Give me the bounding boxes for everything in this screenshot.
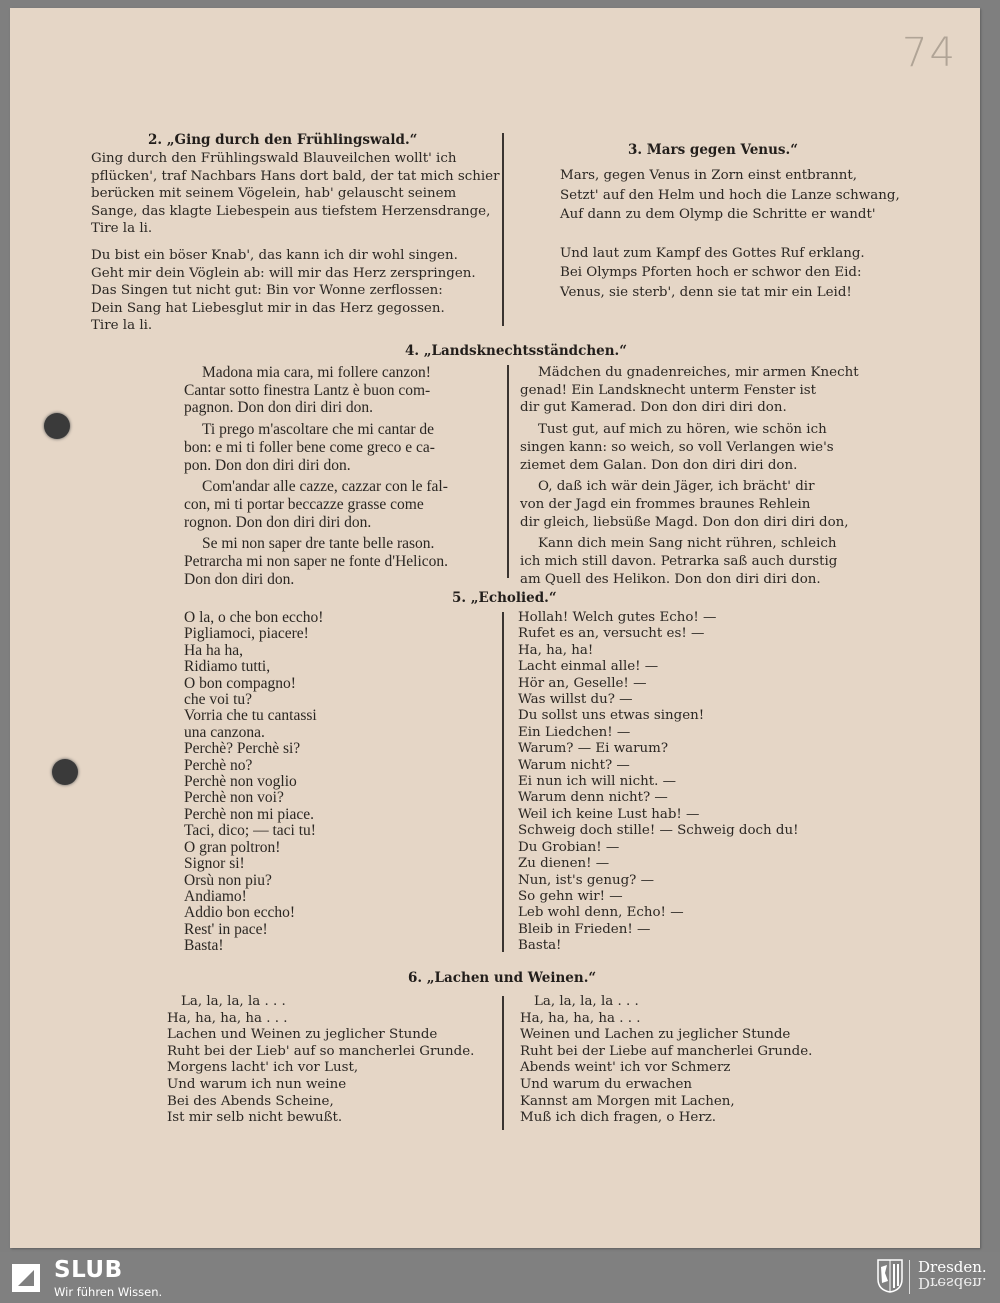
song6-left-line: La, la, la, la . . . (181, 994, 286, 1009)
song4-german-line: O, daß ich wär dein Jäger, ich brächt' dir (538, 479, 815, 495)
song2-title: 2. „Ging durch den Frühlingswald.“ (148, 132, 418, 148)
song5-italian-line: Addio bon eccho! (184, 904, 296, 922)
column-divider (502, 133, 504, 326)
song4-italian-line: bon: e mi ti foller bene come greco e ca- (184, 438, 435, 456)
song5-german-line: Rufet es an, versucht es! — (518, 626, 705, 642)
song5-german-line: Du Grobian! — (518, 839, 620, 855)
song3-stanza (560, 166, 920, 225)
song2-line: Ging durch den Frühlingswald Blauveilchen wollt' ich (91, 151, 457, 166)
song4-german-line: Tust gut, auf mich zu hören, wie schön ich (538, 422, 827, 438)
song4-italian-line: con, mi ti portar beccazze grasse come (184, 495, 424, 513)
song4-italian-stanza (184, 478, 481, 531)
song4-german-stanza (520, 364, 859, 417)
song4-italian-stanza (184, 364, 481, 417)
song3-title: 3. Mars gegen Venus.“ (628, 142, 798, 158)
song6-left-line: Ha, ha, ha, ha . . . (167, 1010, 288, 1026)
column-divider (502, 612, 504, 952)
column-divider (502, 996, 504, 1130)
song4-italian-line: pagnon. Don don diri diri don. (184, 399, 373, 417)
song5-german-line: Basta! (518, 938, 562, 954)
song3-text (560, 166, 920, 302)
song4-italian-line: Se mi non saper dre tante belle rason. (202, 535, 435, 553)
song6-right-line: Ha, ha, ha, ha . . . (520, 1010, 641, 1026)
page-number-mark: 74 (902, 30, 957, 76)
song5-italian-line: Signor si! (184, 855, 245, 873)
song4-title: 4. „Landsknechtsständchen.“ (405, 343, 628, 359)
song5-italian-line: Pigliamoci, piacere! (184, 625, 309, 643)
punch-hole (52, 759, 78, 785)
song5-german-line: Weil ich keine Lust hab! — (518, 806, 700, 822)
song5-german-line: Lacht einmal alle! — (518, 659, 659, 675)
song5-italian-line: Ridiamo tutti, (184, 658, 271, 676)
song5-italian-line: Perchè non mi piace. (184, 805, 314, 823)
song6-right-line: Ruht bei der Liebe auf mancherlei Grunde. (520, 1043, 813, 1059)
song4-german-line: von der Jagd ein frommes braunes Rehlein (520, 496, 811, 512)
document-page (10, 8, 980, 1248)
song5-italian-line: Vorria che tu cantassi (184, 707, 317, 725)
song2-stanza (91, 150, 500, 238)
song2-line: pflücken', traf Nachbars Hans dort bald, der tat mich schier (91, 168, 500, 184)
song5-german-line: Warum nicht? — (518, 757, 630, 773)
song5-german-line: Ei nun ich will nicht. — (518, 774, 676, 790)
song6-right-line: Weinen und Lachen zu jeglicher Stunde (520, 1027, 791, 1043)
song5-italian-line: O la, o che bon eccho! (184, 609, 324, 626)
song2-text (91, 150, 500, 335)
song5-german-line: So gehn wir! — (518, 888, 623, 904)
song5-german-line: Nun, ist's genug? — (518, 872, 654, 888)
song2-line: Geht mir dein Vöglein ab: will mir das Herz zerspringen. (91, 265, 476, 281)
song5-italian-line: Perchè non voglio (184, 773, 297, 791)
song4-german-line: singen kann: so weich, so voll Verlangen wie's (520, 439, 834, 455)
song5-italian-line: Perchè? Perchè si? (184, 740, 301, 758)
song2-stanza (91, 247, 483, 335)
song5-german-line: Ha, ha, ha! (518, 642, 594, 658)
song3-line: Auf dann zu dem Olymp die Schritte er wandt' (560, 207, 876, 222)
song5-italian-line: Andiamo! (184, 887, 247, 905)
footer-separator (909, 1260, 910, 1294)
song4-german-line: genad! Ein Landsknecht unterm Fenster ist (520, 382, 817, 398)
song5-german-line: Hollah! Welch gutes Echo! — (518, 610, 717, 625)
song2-line: Dein Sang hat Liebesglut mir in das Herz gegossen. (91, 300, 445, 316)
song4-german-line: dir gleich, liebsüße Magd. Don don diri diri don, (520, 514, 849, 530)
song5-german-line: Leb wohl denn, Echo! — (518, 905, 684, 921)
song5-italian-line: O gran poltron! (184, 838, 281, 856)
song5-italian (184, 610, 484, 955)
song3-line: Bei Olymps Pforten hoch er schwor den Eid: (560, 265, 862, 280)
song3-stanza (560, 244, 920, 303)
song5-italian-line: Rest' in pace! (184, 920, 268, 938)
song6-left-line: Ruht bei der Lieb' auf so mancherlei Grunde. (167, 1043, 475, 1059)
song4-german-line: ich mich still davon. Petrarka saß auch durstig (520, 554, 838, 570)
brand-tagline: Wir führen Wissen. (54, 1285, 163, 1299)
punch-hole (44, 413, 70, 439)
song4-german-line: Kann dich mein Sang nicht rühren, schleich (538, 536, 837, 552)
song4-german-line: dir gut Kamerad. Don don diri diri don. (520, 400, 787, 416)
song4-italian-line: Com'andar alle cazze, cazzar con le fal- (202, 478, 448, 496)
city-crest-icon (877, 1259, 903, 1293)
brand-name: SLUB (54, 1257, 123, 1283)
song4-german-stanza (520, 535, 838, 588)
song5-italian-line: una canzona. (184, 723, 265, 741)
column-divider (507, 365, 509, 578)
song3-line: Venus, sie sterb', denn sie tat mir ein Leid! (560, 284, 852, 300)
song5-german-line: Du sollst uns etwas singen! (518, 708, 705, 724)
song2-line: Sange, das klagte Liebespein aus tiefstem Herzensdrange, (91, 203, 491, 219)
song5-italian-line: che voi tu? (184, 691, 253, 709)
song5-german-line: Bleib in Frieden! — (518, 921, 651, 937)
song5-italian-line: Perchè no? (184, 756, 253, 774)
song4-german-stanza (520, 421, 835, 474)
song5-german-line: Warum denn nicht? — (518, 790, 668, 806)
slub-logo-icon (12, 1264, 40, 1292)
song5-german-line: Warum? — Ei warum? (518, 741, 669, 757)
song4-italian-line: Petrarcha mi non saper ne fonte d'Helicon. (184, 553, 449, 571)
song4-italian-line: pon. Don don diri diri don. (184, 456, 351, 474)
song5-german-line: Schweig doch stille! — Schweig doch du! (518, 823, 799, 839)
song4-german-line: Mädchen du gnadenreiches, mir armen Knecht (538, 365, 859, 380)
song4-italian (184, 364, 481, 588)
song6-right-line: Und warum du erwachen (520, 1076, 693, 1092)
song5-german-line: Hör an, Geselle! — (518, 675, 647, 691)
song5-italian-line: Perchè non voi? (184, 789, 284, 807)
song5-italian-line: O bon compagno! (184, 674, 296, 692)
song5-german (518, 610, 858, 955)
song5-italian-line: Basta! (184, 937, 224, 955)
song5-german-line: Zu dienen! — (518, 856, 610, 872)
song4-italian-line: Madona mia cara, mi follere canzon! (202, 364, 431, 381)
song2-line: berücken mit seinem Vögelein, hab' gelauscht seinem (91, 186, 457, 202)
song6-right (520, 994, 850, 1127)
city-name: Dresden. (918, 1258, 987, 1276)
song2-line: Tire la li. (91, 221, 153, 237)
song2-line: Du bist ein böser Knab', das kann ich dir wohl singen. (91, 247, 458, 263)
song6-left-line: Ist mir selb nicht bewußt. (167, 1110, 343, 1126)
song2-line: Tire la li. (91, 318, 153, 334)
song6-left-line: Morgens lacht' ich vor Lust, (167, 1060, 359, 1076)
song6-left (167, 994, 497, 1127)
song5-german-line: Ein Liedchen! — (518, 724, 631, 740)
song4-italian-line: Ti prego m'ascoltare che mi cantar de (202, 421, 435, 439)
song6-right-line: La, la, la, la . . . (534, 994, 639, 1009)
song2-line: Das Singen tut nicht gut: Bin vor Wonne zerflossen: (91, 283, 443, 299)
song5-italian-line: Orsù non piu? (184, 871, 272, 889)
song3-line: Mars, gegen Venus in Zorn einst entbrannt, (560, 168, 858, 183)
footer-bar (0, 1252, 1000, 1303)
song5-title: 5. „Echolied.“ (452, 590, 557, 606)
city-name-mirror: Dresden. (918, 1274, 987, 1292)
song6-left-line: Und warum ich nun weine (167, 1076, 347, 1092)
song6-left-line: Lachen und Weinen zu jeglicher Stunde (167, 1027, 438, 1043)
song4-italian-stanza (184, 421, 481, 474)
song5-german-line: Was willst du? — (518, 692, 633, 708)
song6-title: 6. „Lachen und Weinen.“ (408, 970, 597, 986)
song4-italian-line: rognon. Don don diri diri don. (184, 513, 372, 531)
song6-right-line: Kannst am Morgen mit Lachen, (520, 1093, 735, 1109)
song3-line: Setzt' auf den Helm und hoch die Lanze schwang, (560, 187, 900, 203)
song6-right-line: Abends weint' ich vor Schmerz (520, 1060, 731, 1076)
song4-german (520, 364, 859, 588)
song3-line: Und laut zum Kampf des Gottes Ruf erklang. (560, 245, 865, 261)
song4-german-line: ziemet dem Galan. Don don diri diri don. (520, 457, 798, 473)
song5-italian-line: Taci, dico; — taci tu! (184, 822, 316, 840)
song6-right-line: Muß ich dich fragen, o Herz. (520, 1110, 717, 1126)
song4-italian-line: Don don diri don. (184, 570, 295, 588)
song4-italian-stanza (184, 535, 481, 588)
song6-left-line: Bei des Abends Scheine, (167, 1093, 334, 1109)
song5-italian-line: Ha ha ha, (184, 641, 243, 659)
song4-italian-line: Cantar sotto finestra Lantz è buon com- (184, 381, 431, 399)
song4-german-stanza (520, 478, 849, 531)
song4-german-line: am Quell des Helikon. Don don diri diri don. (520, 571, 821, 587)
